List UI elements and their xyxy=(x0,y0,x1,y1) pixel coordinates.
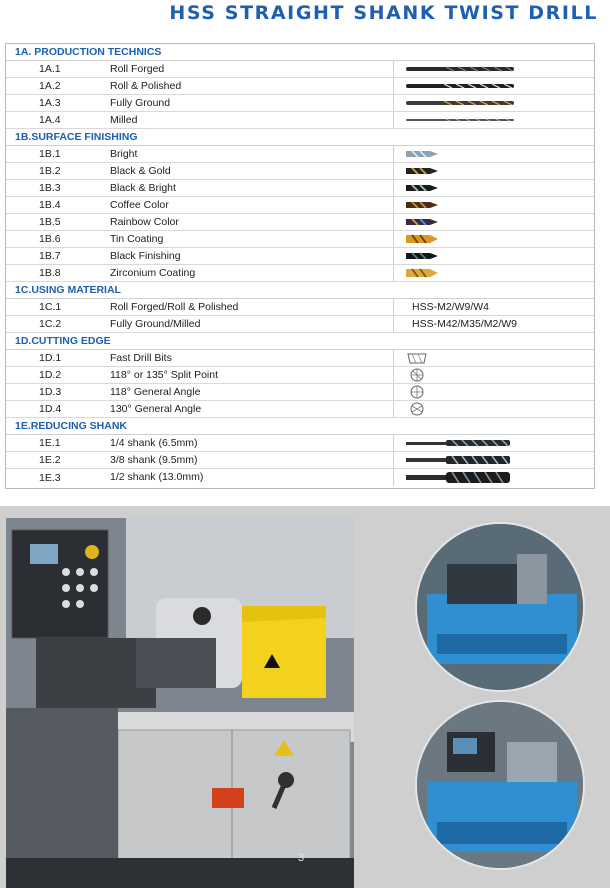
zirconium-tip-icon xyxy=(406,267,438,279)
table-row xyxy=(6,384,594,401)
page-title: HSS STRAIGHT SHANK TWIST DRILL xyxy=(169,2,598,24)
table-row xyxy=(6,112,594,129)
row-code: 1D.4 xyxy=(39,403,62,415)
black-bright-tip-icon xyxy=(406,183,438,193)
material-value: HSS-M2/W9/W4 xyxy=(412,301,490,313)
row-description: Roll & Polished xyxy=(110,78,394,94)
bright-tip-icon xyxy=(406,149,438,159)
table-row xyxy=(6,231,594,248)
table-row xyxy=(6,180,594,197)
table-row xyxy=(6,435,594,452)
section-heading-using-material: 1C.USING MATERIAL xyxy=(6,282,594,299)
row-description: Milled xyxy=(110,112,394,128)
row-code: 1A.4 xyxy=(39,114,61,126)
row-description: Tin Coating xyxy=(110,231,394,247)
milled-drill-icon xyxy=(406,116,514,124)
row-code: 1D.2 xyxy=(39,369,62,381)
general-angle-118-icon xyxy=(406,385,428,399)
section-heading-production-technics: 1A. PRODUCTION TECHNICS xyxy=(6,44,594,61)
spec-table xyxy=(5,43,595,489)
row-description: 1/4 shank (6.5mm) xyxy=(110,435,394,451)
split-point-icon xyxy=(406,368,428,382)
black-gold-tip-icon xyxy=(406,166,438,176)
row-description: Black & Gold xyxy=(110,163,394,179)
row-description: 130° General Angle xyxy=(110,401,394,417)
black-tip-icon xyxy=(406,251,438,261)
row-description: Coffee Color xyxy=(110,197,394,213)
section-heading-cutting-edge: 1D.CUTTING EDGE xyxy=(6,333,594,350)
coffee-tip-icon xyxy=(406,200,438,210)
table-row xyxy=(6,452,594,469)
tin-tip-icon xyxy=(406,233,438,245)
row-code: 1A.3 xyxy=(39,97,61,109)
row-description: Black & Bright xyxy=(110,180,394,196)
row-code: 1B.6 xyxy=(39,233,61,245)
roll-forged-drill-icon xyxy=(406,65,514,73)
half-shank-drill-icon xyxy=(406,472,510,484)
row-code: 1D.1 xyxy=(39,352,62,364)
table-row xyxy=(6,350,594,367)
table-row xyxy=(6,265,594,282)
row-code: 1B.3 xyxy=(39,182,61,194)
general-angle-130-icon xyxy=(406,402,428,416)
row-description: 3/8 shank (9.5mm) xyxy=(110,452,394,468)
material-value: HSS-M42/M35/M2/W9 xyxy=(412,318,518,330)
table-row xyxy=(6,367,594,384)
row-code: 1B.7 xyxy=(39,250,61,262)
table-row xyxy=(6,78,594,95)
row-code: 1E.1 xyxy=(39,437,61,449)
row-code: 1B.4 xyxy=(39,199,61,211)
row-description: Black Finishing xyxy=(110,248,394,264)
row-code: 1B.5 xyxy=(39,216,61,228)
section-heading-reducing-shank: 1E.REDUCING SHANK xyxy=(6,418,594,435)
table-row xyxy=(6,401,594,418)
row-description: 118° or 135° Split Point xyxy=(110,367,394,383)
table-row xyxy=(6,469,594,486)
section-heading-surface-finishing: 1B.SURFACE FINISHING xyxy=(6,129,594,146)
row-description: Roll Forged xyxy=(110,61,394,77)
table-row xyxy=(6,299,594,316)
row-description: Bright xyxy=(110,146,394,162)
row-description: Fully Ground/Milled xyxy=(110,316,394,332)
row-code: 1D.3 xyxy=(39,386,62,398)
machine-photo xyxy=(6,518,354,888)
roll-polished-drill-icon xyxy=(406,82,514,90)
table-row xyxy=(6,316,594,333)
row-description: 118° General Angle xyxy=(110,384,394,400)
row-code: 1E.3 xyxy=(39,471,61,484)
table-row xyxy=(6,197,594,214)
row-code: 1A.1 xyxy=(39,63,61,75)
fast-drill-edge-icon xyxy=(406,351,428,365)
table-row xyxy=(6,248,594,265)
page-number: 3 xyxy=(298,852,305,864)
row-code: 1E.2 xyxy=(39,454,61,466)
row-description: Fully Ground xyxy=(110,95,394,111)
row-description: Roll Forged/Roll & Polished xyxy=(110,299,394,315)
machine-detail-photo-top xyxy=(415,522,585,692)
table-row xyxy=(6,214,594,231)
row-description: 1/2 shank (13.0mm) xyxy=(110,469,394,486)
three-eighth-shank-drill-icon xyxy=(406,455,510,465)
row-description: Fast Drill Bits xyxy=(110,350,394,366)
table-row xyxy=(6,146,594,163)
machine-detail-photo-bottom xyxy=(415,700,585,870)
row-code: 1B.2 xyxy=(39,165,61,177)
table-row xyxy=(6,61,594,78)
table-row xyxy=(6,163,594,180)
row-description: Zirconium Coating xyxy=(110,265,394,281)
row-code: 1B.8 xyxy=(39,267,61,279)
rainbow-tip-icon xyxy=(406,217,438,227)
photo-panel xyxy=(0,506,610,888)
row-code: 1A.2 xyxy=(39,80,61,92)
table-row xyxy=(6,95,594,112)
row-code: 1C.2 xyxy=(39,318,62,330)
quarter-shank-drill-icon xyxy=(406,438,510,448)
fully-ground-drill-icon xyxy=(406,99,514,107)
row-code: 1C.1 xyxy=(39,301,62,313)
row-code: 1B.1 xyxy=(39,148,61,160)
row-description: Rainbow Color xyxy=(110,214,394,230)
